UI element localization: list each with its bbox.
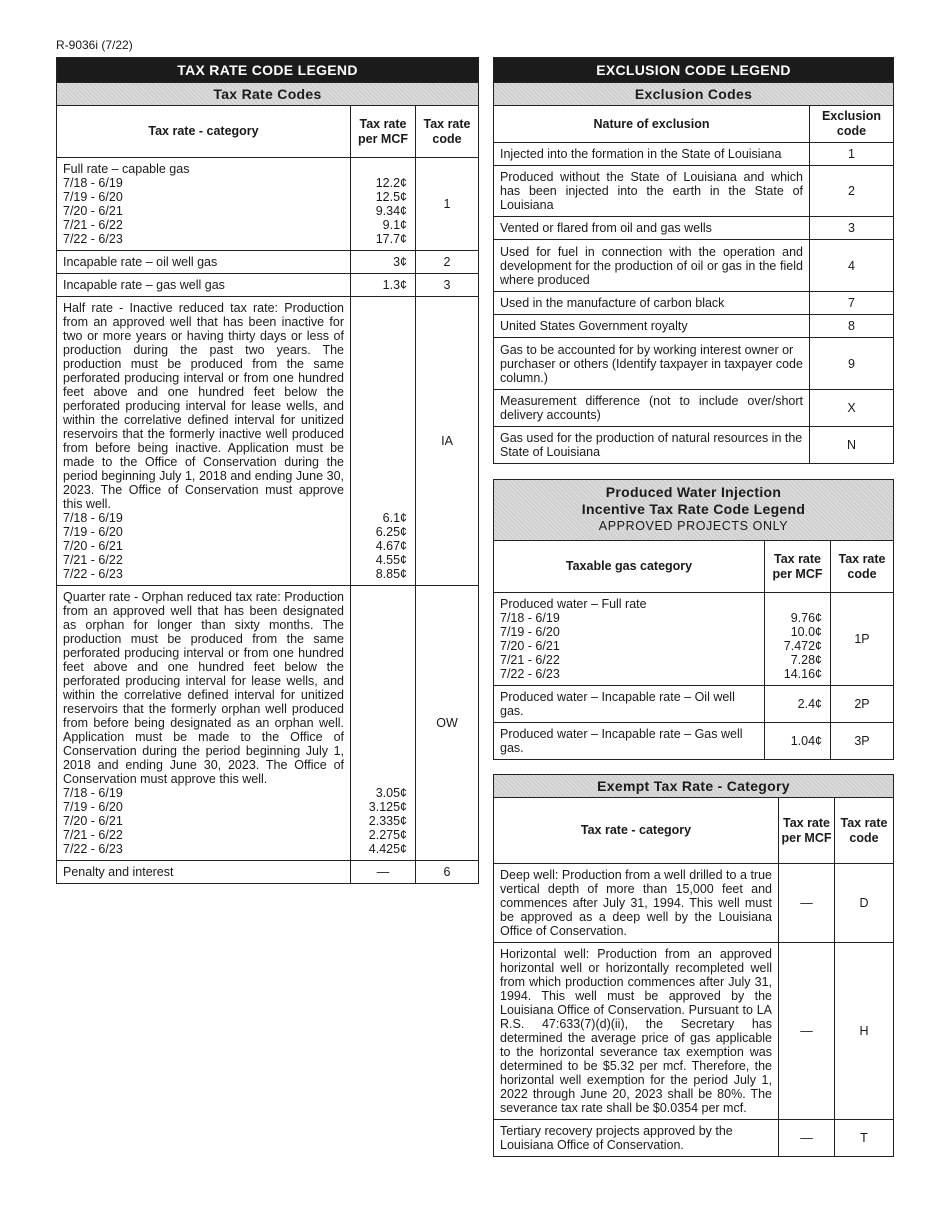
oil-well-label: Incapable rate – oil well gas [57, 251, 351, 274]
exclusion-code: 3 [810, 217, 894, 240]
exclusion-code: 8 [810, 315, 894, 338]
row-quarter-rate [57, 586, 479, 861]
header-tax-rate-category: Tax rate - category [57, 106, 351, 158]
exempt-legend [493, 774, 894, 1157]
period: 7/21 - 6/22 [63, 553, 123, 567]
exclusion-code: 2 [810, 166, 894, 217]
produced-water-full-label: Produced water – Full rate [500, 597, 647, 611]
exclusion-row [494, 292, 894, 315]
exclusion-text: Vented or flared from oil and gas wells [494, 217, 810, 240]
half-rate-description: Half rate - Inactive reduced tax rate: Production from an approved well that has been inactive for two or more years or having thirty days or less of production during the past two years. The production must be produced from the same perforated producing interval or from one hundred feet above and one hundred feet below the perforated producing interval for lease wells, and within the correlative defined interval for unitized reservoirs that the formerly inactive well produced from before being inactive. Application must be made to the Office of Conservation during the period beginning July 1, 2018 and ending June 30, 2023. The Office of Conservation must approve this well. [63, 301, 344, 511]
code-value: IA [416, 297, 479, 586]
period: 7/21 - 6/22 [63, 828, 123, 842]
rate-value: 12.2¢ [375, 176, 407, 190]
exclusion-code: 4 [810, 240, 894, 292]
row-oil-well [57, 251, 479, 274]
rate-value: 2.4¢ [765, 686, 831, 723]
quarter-rate-description: Quarter rate - Orphan reduced tax rate: Production from an approved well that has been designated as orphan for longer than sixty months. The production must be produced from the same perforated producing interval or from one hundred feet above and one hundred feet below the perforated producing interval for lease wells, and within the correlative defined interval for unitized reservoirs that the formerly orphan well produced from before being designated as an orphan well. Application must be made to the Office of Conservation during the period beginning July 1, 2018 and ending June 30, 2023. The Office of Conservation must approve this well. [63, 590, 344, 786]
exempt-text: Deep well: Production from a well drilled to a true vertical depth of more than 15,000 feet and commences after July 31, 1994. This well must be approved as a deep well by the Louisiana Office of Conservation. [494, 864, 779, 943]
code-value: 3P [831, 723, 894, 760]
header-exempt-code: Tax rate code [835, 798, 894, 864]
rate-value: 17.7¢ [375, 232, 407, 246]
header-exempt-category: Tax rate - category [494, 798, 779, 864]
exclusion-row [494, 240, 894, 292]
rate-value: 3¢ [351, 251, 416, 274]
period: 7/20 - 6/21 [63, 539, 123, 553]
rate-value: 7.472¢ [783, 639, 822, 653]
exclusion-row [494, 315, 894, 338]
period: 7/20 - 6/21 [500, 639, 560, 653]
row-half-rate [57, 297, 479, 586]
exempt-text: Tertiary recovery projects approved by the Louisiana Office of Conservation. [494, 1120, 779, 1157]
exempt-title: Exempt Tax Rate - Category [494, 775, 894, 798]
tax-rate-legend [56, 57, 479, 884]
period: 7/18 - 6/19 [500, 611, 560, 625]
exclusion-codes-subtitle: Exclusion Codes [494, 83, 894, 106]
exclusion-row [494, 217, 894, 240]
period: 7/22 - 6/23 [500, 667, 560, 681]
rate-value: 4.425¢ [368, 842, 407, 856]
rate-value: 1.04¢ [765, 723, 831, 760]
exclusion-text: Gas used for the production of natural resources in the State of Louisiana [494, 427, 810, 464]
exclusion-row [494, 166, 894, 217]
exclusion-code: 9 [810, 338, 894, 390]
exclusion-code: X [810, 390, 894, 427]
exempt-code: T [835, 1120, 894, 1157]
exempt-code: H [835, 943, 894, 1120]
rate-value: 7.28¢ [790, 653, 822, 667]
period: 7/20 - 6/21 [63, 814, 123, 828]
exclusion-code: 1 [810, 143, 894, 166]
rate-value: 9.34¢ [375, 204, 407, 218]
exclusion-text: Injected into the formation in the State of Louisiana [494, 143, 810, 166]
exclusion-text: United States Government royalty [494, 315, 810, 338]
row-produced-water-full-rate [494, 593, 894, 686]
exclusion-row [494, 338, 894, 390]
header-taxable-gas-category: Taxable gas category [494, 541, 765, 593]
produced-water-title-line2: Incentive Tax Rate Code Legend [581, 501, 806, 517]
code-value: 2P [831, 686, 894, 723]
period: 7/18 - 6/19 [63, 786, 123, 800]
produced-water-gas-label: Produced water – Incapable rate – Gas well gas. [494, 723, 765, 760]
row-penalty [57, 861, 479, 884]
rate-value: 4.55¢ [375, 553, 407, 567]
period: 7/21 - 6/22 [500, 653, 560, 667]
penalty-label: Penalty and interest [57, 861, 351, 884]
period: 7/22 - 6/23 [63, 232, 123, 246]
exclusion-text: Measurement difference (not to include over/short delivery accounts) [494, 390, 810, 427]
exempt-text: Horizontal well: Production from an approved horizontal well or horizontally recompleted well from which production commences after July 31, 1994. This well must be approved by the Louisiana Office of Conservation. Pursuant to LA R.S. 47:633(7)(d)(ii), the Secretary has determined the average price of gas applicable to the horizontal severance tax exemption was determined to be $5.32 per mcf. Therefore, the horizontal well exemption for the period July 1, 2022 through June 20, 2023 shall be 80%. The severance tax rate shall be $0.0354 per mcf. [494, 943, 779, 1120]
exclusion-code: N [810, 427, 894, 464]
exclusion-text: Used in the manufacture of carbon black [494, 292, 810, 315]
tax-rate-legend-title: TAX RATE CODE LEGEND [57, 58, 479, 83]
code-value: 1 [416, 158, 479, 251]
exclusion-row [494, 143, 894, 166]
produced-water-legend [493, 479, 894, 760]
exclusion-row [494, 427, 894, 464]
period: 7/19 - 6/20 [63, 525, 123, 539]
exempt-row [494, 1120, 894, 1157]
right-column [493, 57, 894, 1157]
rate-value: 2.275¢ [368, 828, 407, 842]
rate-value: — [351, 861, 416, 884]
exclusion-row [494, 390, 894, 427]
period: 7/19 - 6/20 [63, 190, 123, 204]
code-value: 1P [831, 593, 894, 686]
exempt-row [494, 864, 894, 943]
exempt-code: D [835, 864, 894, 943]
row-produced-water-oil [494, 686, 894, 723]
rate-value: 3.125¢ [368, 800, 407, 814]
period: 7/20 - 6/21 [63, 204, 123, 218]
row-gas-well [57, 274, 479, 297]
row-full-rate [57, 158, 479, 251]
period: 7/22 - 6/23 [63, 842, 123, 856]
exclusion-legend [493, 57, 894, 464]
rate-value: 4.67¢ [375, 539, 407, 553]
code-value: OW [416, 586, 479, 861]
approved-projects-only: APPROVED PROJECTS ONLY [598, 519, 789, 533]
header-tax-rate-code: Tax rate code [416, 106, 479, 158]
rate-value: 12.5¢ [375, 190, 407, 204]
rate-value: 9.76¢ [790, 611, 822, 625]
exclusion-legend-title: EXCLUSION CODE LEGEND [494, 58, 894, 83]
row-produced-water-gas [494, 723, 894, 760]
code-value: 3 [416, 274, 479, 297]
period: 7/22 - 6/23 [63, 567, 123, 581]
form-id: R-9036i (7/22) [56, 38, 133, 52]
full-rate-label: Full rate – capable gas [63, 162, 190, 176]
header-nature-of-exclusion: Nature of exclusion [494, 106, 810, 143]
exempt-rate: — [779, 864, 835, 943]
produced-water-title-line1: Produced Water Injection [605, 484, 782, 500]
header-exempt-rate: Tax rate per MCF [779, 798, 835, 864]
rate-value: 10.0¢ [790, 625, 822, 639]
period: 7/19 - 6/20 [500, 625, 560, 639]
rate-value: 6.1¢ [382, 511, 407, 525]
rate-value: 14.16¢ [783, 667, 822, 681]
exclusion-text: Produced without the State of Louisiana and which has been injected into the earth in the State of Louisiana [494, 166, 810, 217]
rate-value: 2.335¢ [368, 814, 407, 828]
exempt-rate: — [779, 943, 835, 1120]
period: 7/21 - 6/22 [63, 218, 123, 232]
rate-value: 8.85¢ [375, 567, 407, 581]
rate-value: 3.05¢ [375, 786, 407, 800]
gas-well-label: Incapable rate – gas well gas [57, 274, 351, 297]
produced-water-oil-label: Produced water – Incapable rate – Oil well gas. [494, 686, 765, 723]
header-tax-rate-per-mcf: Tax rate per MCF [351, 106, 416, 158]
period: 7/18 - 6/19 [63, 511, 123, 525]
period: 7/18 - 6/19 [63, 176, 123, 190]
exclusion-text: Gas to be accounted for by working interest owner or purchaser or others (Identify taxpayer in taxpayer code column.) [494, 338, 810, 390]
tax-rate-codes-subtitle: Tax Rate Codes [57, 83, 479, 106]
header-exclusion-code: Exclusion code [810, 106, 894, 143]
header-tax-rate-per-mcf: Tax rate per MCF [765, 541, 831, 593]
exclusion-text: Used for fuel in connection with the operation and development for the production of oil or gas in the field where produced [494, 240, 810, 292]
period: 7/19 - 6/20 [63, 800, 123, 814]
exempt-row [494, 943, 894, 1120]
exempt-rate: — [779, 1120, 835, 1157]
rate-value: 9.1¢ [382, 218, 407, 232]
exclusion-code: 7 [810, 292, 894, 315]
header-tax-rate-code: Tax rate code [831, 541, 894, 593]
rate-value: 6.25¢ [375, 525, 407, 539]
produced-water-title [494, 480, 894, 541]
code-value: 2 [416, 251, 479, 274]
rate-value: 1.3¢ [351, 274, 416, 297]
code-value: 6 [416, 861, 479, 884]
